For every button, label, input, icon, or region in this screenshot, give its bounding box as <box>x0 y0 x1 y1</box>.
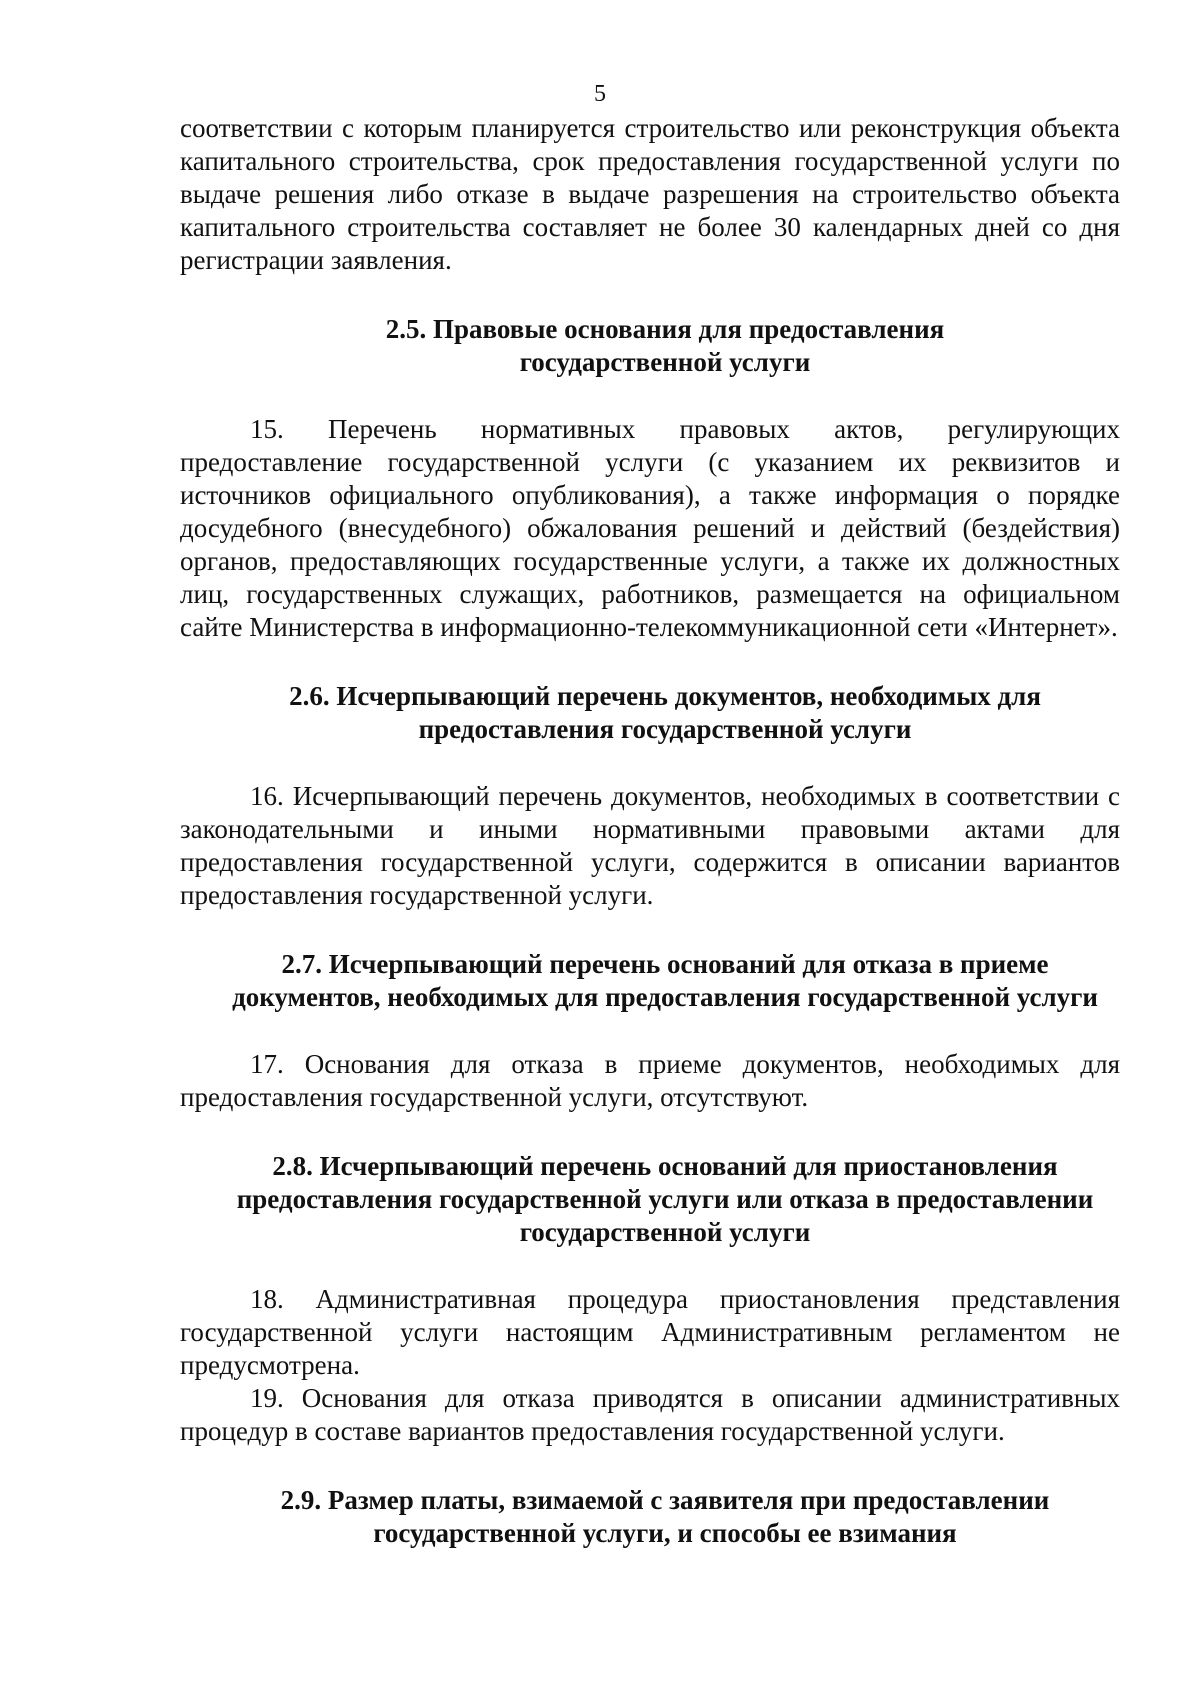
heading-line: государственной услуги <box>519 347 811 377</box>
section-heading-2-8 <box>180 1150 1120 1249</box>
heading-line: 2.5. Правовые основания для предоставления <box>385 314 945 344</box>
paragraph-16: 16. Исчерпывающий перечень документов, необходимых в соответствии с законодательными и иными нормативными правовыми актами для предоставления государственной услуги, содержится в описании вариантов предоставления государственной услуги. <box>180 781 1120 910</box>
section-heading-2-9 <box>180 1484 1120 1550</box>
section-heading-2-6 <box>180 680 1120 746</box>
heading-line: документов, необходимых для предоставления государственной услуги <box>232 982 1098 1012</box>
heading-line: 2.6. Исчерпывающий перечень документов, необходимых для <box>289 681 1041 711</box>
heading-line: государственной услуги <box>519 1217 811 1247</box>
paragraph-18: 18. Административная процедура приостановления представления государственной услуги настоящим Административным регламентом не предусмотрена. <box>180 1284 1120 1380</box>
intro-paragraph: соответствии с которым планируется строительство или реконструкция объекта капитального строительства, срок предоставления государственной услуги по выдаче решения либо отказе в выдаче разрешения на строительство объекта капитального строительства составляет не более 30 календарных дней со дня регистрации заявления. <box>180 113 1120 275</box>
paragraph-15: 15. Перечень нормативных правовых актов, регулирующих предоставление государственной услуги (с указанием их реквизитов и источников официального опубликования), а также информация о порядке досудебного (внесудебного) обжалования решений и действий (бездействия) органов, предоставляющих государственные услуги, а также их должностных лиц, государственных служащих, работников, размещается на официальном сайте Министерства в информационно-телекоммуникационной сети «Интернет». <box>180 414 1120 642</box>
page-number: 5 <box>594 81 606 107</box>
heading-line: 2.9. Размер платы, взимаемой с заявителя при предоставлении <box>280 1485 1050 1515</box>
section-heading-2-5 <box>180 313 1120 379</box>
section-heading-2-7 <box>180 948 1120 1014</box>
heading-line: предоставления государственной услуги <box>418 714 912 744</box>
paragraph-17: 17. Основания для отказа в приеме документов, необходимых для предоставления государственной услуги, отсутствуют. <box>180 1049 1120 1112</box>
heading-line: 2.7. Исчерпывающий перечень оснований для отказа в приеме <box>281 949 1049 979</box>
heading-line: предоставления государственной услуги или отказа в предоставлении <box>236 1184 1094 1214</box>
heading-line: государственной услуги, и способы ее взимания <box>373 1518 957 1548</box>
heading-line: 2.8. Исчерпывающий перечень оснований для приостановления <box>272 1151 1058 1181</box>
document-body <box>180 112 1120 1550</box>
paragraph-19: 19. Основания для отказа приводятся в описании административных процедур в составе вариантов предоставления государственной услуги. <box>180 1383 1120 1446</box>
